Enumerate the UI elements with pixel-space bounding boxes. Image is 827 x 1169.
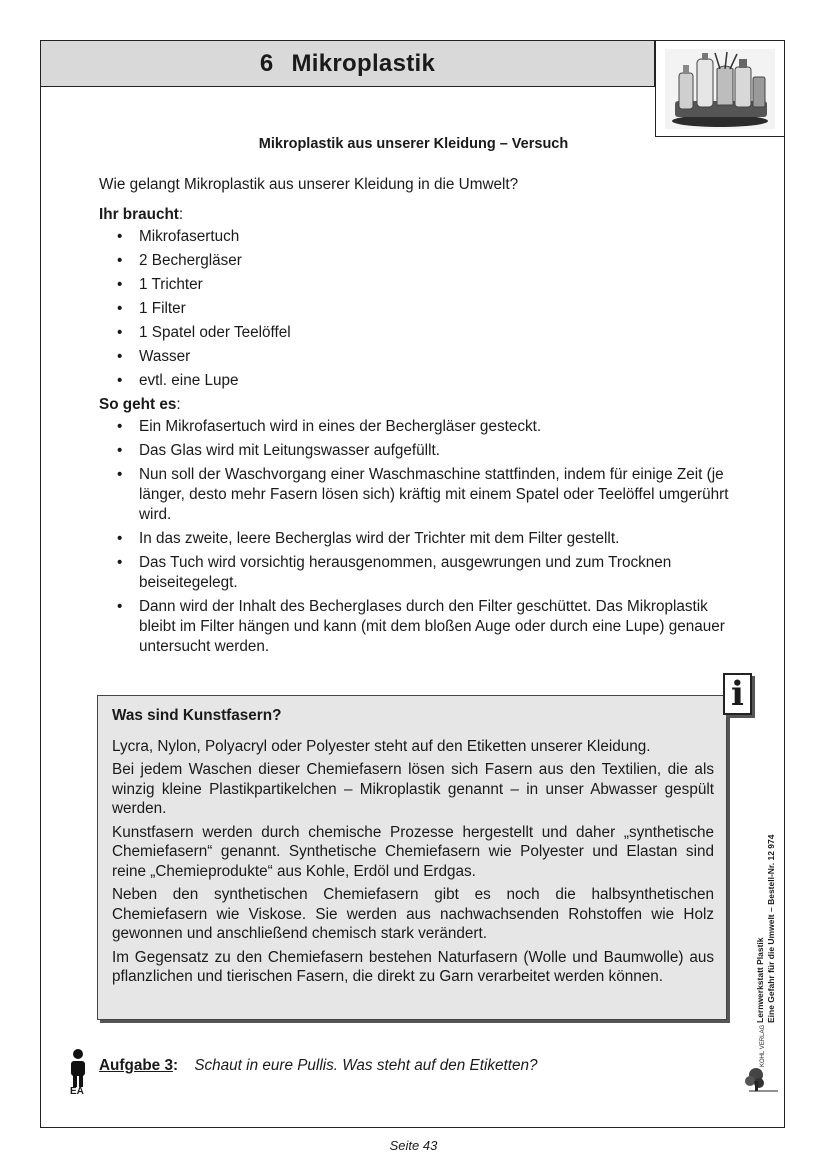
list-item: • Das Tuch wird vorsichtig herausgenommen, ausgewrungen und zum Trocknen beiseitegelegt.	[117, 553, 729, 593]
list-item: • 1 Trichter	[117, 275, 729, 295]
list-item: • Ein Mikrofasertuch wird in eines der Bechergläser gesteckt.	[117, 417, 729, 437]
list-item: • 1 Spatel oder Teelöffel	[117, 323, 729, 343]
plastic-bottles-illustration	[665, 49, 775, 129]
chapter-title	[260, 50, 435, 78]
procedure-heading: So geht es:	[99, 396, 181, 413]
list-item: • Mikrofasertuch	[117, 227, 729, 247]
list-item: • 1 Filter	[117, 299, 729, 319]
list-item: • Das Glas wird mit Leitungswasser aufgefüllt.	[117, 441, 729, 461]
info-box-kunstfasern	[97, 695, 727, 1020]
single-work-person-icon	[67, 1048, 89, 1088]
side-imprint	[755, 835, 776, 1024]
list-item: • 2 Bechergläser	[117, 251, 729, 271]
info-box-title: Was sind Kunstfasern?	[112, 707, 282, 724]
publisher-name: KOHL VERLAG	[760, 1024, 766, 1067]
worksheet-frame	[40, 40, 785, 1128]
info-paragraph: Kunstfasern werden durch chemische Prozesse hergestellt und daher „synthetische Chemiefasern“ genannt. Synthetische Chemiefasern wie Polyester und Elastan sind reine „Chemieprodukte“ aus Kohle, Erdöl und Erdgas.	[112, 823, 714, 880]
list-item: • Wasser	[117, 347, 729, 367]
chapter-header	[41, 41, 655, 87]
list-item: • evtl. eine Lupe	[117, 371, 729, 391]
task-text: Schaut in eure Pullis. Was steht auf den Etiketten?	[194, 1057, 538, 1074]
worksheet-subtitle: Mikroplastik aus unserer Kleidung – Versuch	[258, 136, 569, 152]
task-3: Aufgabe 3: Schaut in eure Pullis. Was steht auf den Etiketten?	[99, 1057, 538, 1074]
procedure-list	[99, 417, 729, 657]
materials-list	[99, 227, 729, 391]
experiment-content	[99, 175, 729, 661]
info-paragraph: Lycra, Nylon, Polyacryl oder Polyester steht auf den Etiketten unserer Kleidung.	[112, 737, 651, 755]
list-item: • Dann wird der Inhalt des Becherglases durch den Filter geschüttet. Das Mikroplastik bleibt im Filter hängen und kann (mit dem bloßen Auge oder durch eine Lupe) genauer untersucht werden.	[117, 597, 729, 657]
imprint-line-1: Lernwerkstatt Plastik	[755, 937, 765, 1023]
info-icon: i	[723, 673, 752, 715]
list-item: • Nun soll der Waschvorgang einer Waschmaschine stattfinden, indem für einige Zeit (je länger, desto mehr Fasern lösen sich) kräftig mit einem Spatel oder Teelöffel umgerührt wird.	[117, 465, 729, 525]
plastic-waste-photo	[655, 41, 784, 137]
chapter-number: 6	[259, 49, 274, 77]
materials-heading: Ihr braucht:	[99, 206, 184, 223]
info-paragraph: Neben den synthetischen Chemiefasern gibt es noch die halbsynthetischen Chemiefasern wie Viskose. Sie werden aus nachwachsenden Rohstoffen wie Holz gewonnen und anschließend chemisch stark verändert.	[112, 886, 714, 942]
list-item: • In das zweite, leere Becherglas wird der Trichter mit dem Filter gestellt.	[117, 529, 729, 549]
guiding-question: Wie gelangt Mikroplastik aus unserer Kleidung in die Umwelt?	[99, 176, 519, 193]
imprint-line-2: Eine Gefahr für die Umwelt – Bestell-Nr. 12 974	[765, 834, 776, 1023]
chapter-title-text: Mikroplastik	[291, 49, 436, 77]
work-form-label: EA	[70, 1086, 84, 1097]
task-label: Aufgabe 3	[99, 1057, 173, 1074]
page-number: Seite 43	[389, 1138, 438, 1153]
info-paragraph: Im Gegensatz zu den Chemiefasern bestehen Naturfasern (Wolle und Baumwolle) aus pflanzlichen und tierischen Fasern, die direkt zu Garn verarbeitet werden können.	[112, 948, 714, 985]
info-paragraph: Bei jedem Waschen dieser Chemiefasern lösen sich Fasern aus den Textilien, die als winzig kleine Plastikpartikelchen – Mikroplastik genannt – in unser Abwasser gespült werden.	[112, 761, 714, 817]
publisher-tree-logo	[744, 1023, 782, 1093]
